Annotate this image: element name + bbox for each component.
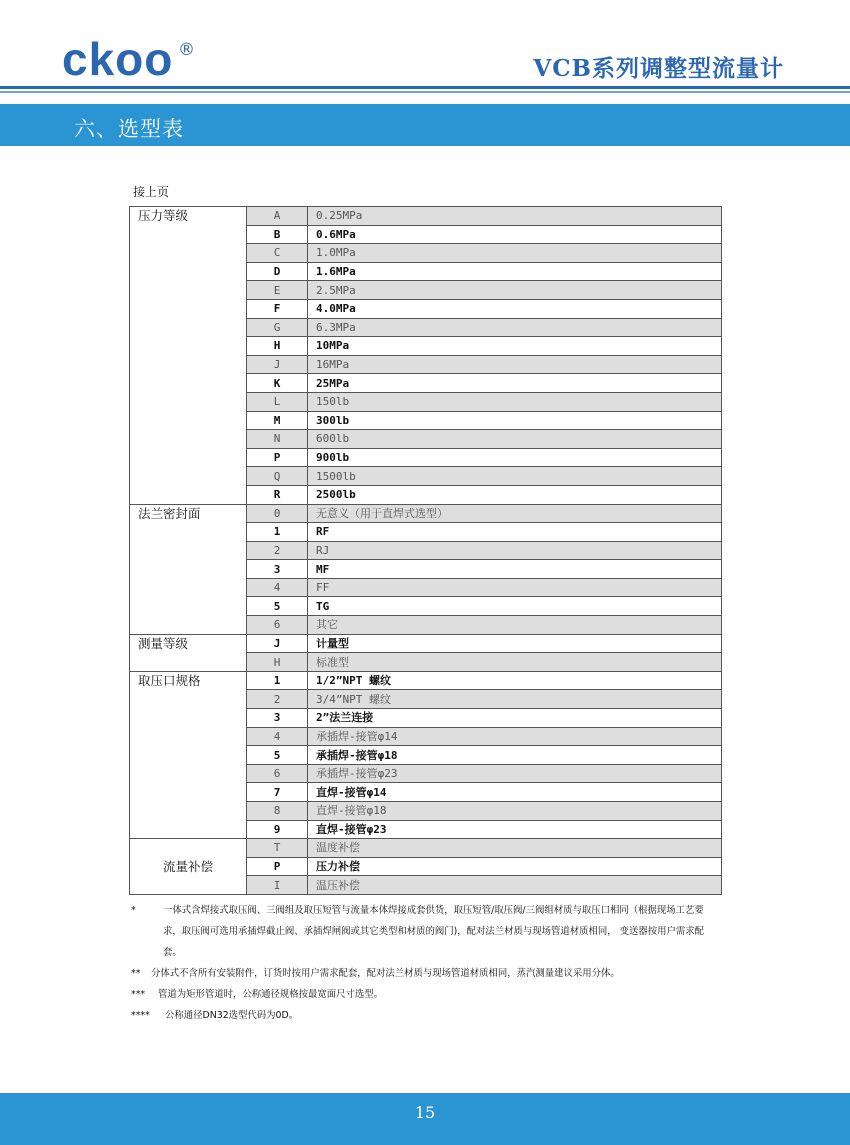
code-cell: 3 xyxy=(247,560,308,579)
description-cell: 温压补偿 xyxy=(308,876,722,895)
table-row xyxy=(130,504,722,523)
code-cell: E xyxy=(247,281,308,300)
code-cell: 6 xyxy=(247,764,308,783)
code-cell: G xyxy=(247,318,308,337)
code-cell: T xyxy=(247,839,308,858)
registered-mark: ® xyxy=(178,40,195,60)
code-cell: J xyxy=(247,634,308,653)
footnotes xyxy=(131,900,721,1026)
description-cell: 300lb xyxy=(308,411,722,430)
header-rule-thin xyxy=(0,91,850,93)
description-cell: 1.6MPa xyxy=(308,262,722,281)
code-cell: C xyxy=(247,244,308,263)
description-cell: RJ xyxy=(308,541,722,560)
description-cell: 10MPa xyxy=(308,337,722,356)
table-row xyxy=(130,671,722,690)
description-cell: TG xyxy=(308,597,722,616)
description-cell: 计量型 xyxy=(308,634,722,653)
code-cell: J xyxy=(247,355,308,374)
code-cell: H xyxy=(247,337,308,356)
code-cell: 7 xyxy=(247,783,308,802)
description-cell: 900lb xyxy=(308,448,722,467)
description-cell: 标准型 xyxy=(308,653,722,672)
code-cell: K xyxy=(247,374,308,393)
header-rule xyxy=(0,86,850,89)
page-number: 15 xyxy=(414,1103,436,1122)
code-cell: B xyxy=(247,225,308,244)
note-marker: **** xyxy=(131,1010,150,1021)
description-cell: 直焊-接管φ23 xyxy=(308,820,722,839)
table-row xyxy=(130,207,722,226)
note-item xyxy=(131,984,721,1005)
code-cell: A xyxy=(247,207,308,226)
table-row xyxy=(130,839,722,858)
note-marker: ** xyxy=(131,968,141,979)
code-cell: L xyxy=(247,392,308,411)
note-item xyxy=(131,1005,721,1026)
selection-table xyxy=(129,206,722,895)
code-cell: P xyxy=(247,448,308,467)
note-text: 管道为矩形管道时，公称通径规格按最宽面尺寸选型。 xyxy=(158,989,384,1000)
code-cell: Q xyxy=(247,467,308,486)
note-marker: *** xyxy=(131,989,146,1000)
description-cell: 直焊-接管φ14 xyxy=(308,783,722,802)
code-cell: 2 xyxy=(247,690,308,709)
note-text: 公称通径DN32选型代码为0D。 xyxy=(165,1010,299,1021)
code-cell: I xyxy=(247,876,308,895)
description-cell: 600lb xyxy=(308,430,722,449)
description-cell: 2.5MPa xyxy=(308,281,722,300)
table-row xyxy=(130,634,722,653)
code-cell: 1 xyxy=(247,523,308,542)
category-cell: 流量补偿 xyxy=(130,839,247,895)
continued-label: 接上页 xyxy=(133,185,170,199)
description-cell: 承插焊-接管φ23 xyxy=(308,764,722,783)
description-cell: 16MPa xyxy=(308,355,722,374)
section-title: 六、选型表 xyxy=(74,117,184,141)
code-cell: R xyxy=(247,485,308,504)
description-cell: 压力补偿 xyxy=(308,857,722,876)
note-text: 一体式含焊接式取压阀、三阀组及取压短管与流量本体焊接成套供货，取压短管/取压阀/三阀组材质与取压口相同（根据现场工艺要求，取压阀可选用承插焊截止阀、承插焊闸阀或其它类型和材质的阀门)，配对法兰材质与现场管道材质相同， 变送器按用户需求配套。 xyxy=(163,905,705,958)
note-item xyxy=(131,963,721,984)
code-cell: 1 xyxy=(247,671,308,690)
code-cell: 4 xyxy=(247,727,308,746)
description-cell: RF xyxy=(308,523,722,542)
description-cell: 无意义（用于直焊式选型） xyxy=(308,504,722,523)
description-cell: 0.6MPa xyxy=(308,225,722,244)
category-cell: 测量等级 xyxy=(130,634,247,671)
description-cell: 承插焊-接管φ14 xyxy=(308,727,722,746)
code-cell: M xyxy=(247,411,308,430)
description-cell: 4.0MPa xyxy=(308,299,722,318)
category-cell: 法兰密封面 xyxy=(130,504,247,634)
code-cell: D xyxy=(247,262,308,281)
code-cell: H xyxy=(247,653,308,672)
description-cell: 25MPa xyxy=(308,374,722,393)
description-cell: FF xyxy=(308,578,722,597)
description-cell: 150lb xyxy=(308,392,722,411)
category-cell: 压力等级 xyxy=(130,207,247,505)
code-cell: 9 xyxy=(247,820,308,839)
code-cell: F xyxy=(247,299,308,318)
description-cell: 其它 xyxy=(308,616,722,635)
note-text: 分体式不含所有安装附件，订货时按用户需求配套，配对法兰材质与现场管道材质相同，蒸汽测量建议采用分体。 xyxy=(151,968,620,979)
code-cell: 4 xyxy=(247,578,308,597)
description-cell: 2500lb xyxy=(308,485,722,504)
description-cell: 温度补偿 xyxy=(308,839,722,858)
description-cell: 2”法兰连接 xyxy=(308,709,722,728)
description-cell: MF xyxy=(308,560,722,579)
code-cell: 5 xyxy=(247,746,308,765)
description-cell: 3/4”NPT 螺纹 xyxy=(308,690,722,709)
description-cell: 6.3MPa xyxy=(308,318,722,337)
code-cell: 5 xyxy=(247,597,308,616)
code-cell: 8 xyxy=(247,802,308,821)
code-cell: 0 xyxy=(247,504,308,523)
note-item xyxy=(131,900,721,963)
code-cell: N xyxy=(247,430,308,449)
brand-logo: ckoo xyxy=(62,33,174,85)
code-cell: 2 xyxy=(247,541,308,560)
description-cell: 直焊-接管φ18 xyxy=(308,802,722,821)
description-cell: 0.25MPa xyxy=(308,207,722,226)
code-cell: 3 xyxy=(247,709,308,728)
description-cell: 1/2”NPT 螺纹 xyxy=(308,671,722,690)
description-cell: 1.0MPa xyxy=(308,244,722,263)
description-cell: 1500lb xyxy=(308,467,722,486)
code-cell: P xyxy=(247,857,308,876)
document-title: VCB系列调整型流量计 xyxy=(533,55,784,82)
category-cell: 取压口规格 xyxy=(130,671,247,838)
description-cell: 承插焊-接管φ18 xyxy=(308,746,722,765)
note-marker: * xyxy=(131,905,136,916)
code-cell: 6 xyxy=(247,616,308,635)
